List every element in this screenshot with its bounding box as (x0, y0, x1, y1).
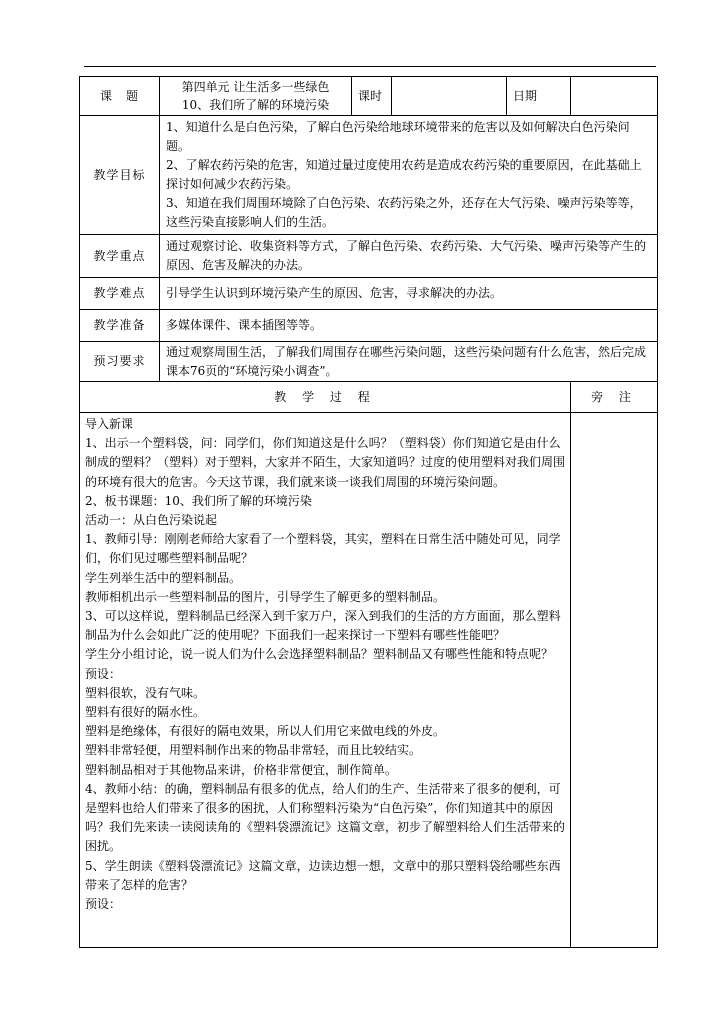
preview-label: 预习要求 (80, 342, 160, 382)
goal-item: 1、知道什么是白色污染，了解白色污染给地球环境带来的危害以及如何解决白色污染问题。 (166, 120, 630, 153)
process-header-row (80, 382, 658, 413)
key-points-label: 教学重点 (80, 235, 160, 278)
difficulties-label: 教学难点 (80, 278, 160, 310)
page-top-rule (84, 66, 656, 67)
date-value (571, 77, 658, 116)
difficulties-text: 引导学生认识到环境污染产生的原因、危害，寻求解决的办法。 (160, 278, 658, 310)
process-paragraph: 3、可以这样说，塑料制品已经深入到千家万户，深入到我们的生活的方方面面，那么塑料制品为什么会如此广泛的使用呢？下面我们一起来探讨一下塑料有哪些性能吧？ (85, 609, 561, 643)
preparation-label: 教学准备 (80, 310, 160, 342)
difficulties-row (80, 278, 658, 310)
process-paragraph: 塑料非常轻便，用塑料制作出来的物品非常轻，而且比较结实。 (85, 743, 422, 758)
process-paragraph: 学生分小组讨论，说一说人们为什么会选择塑料制品？塑料制品又有哪些性能和特点呢？ (85, 647, 554, 662)
date-label: 日期 (507, 77, 571, 116)
process-paragraph: 1、教师引导：刚刚老师给大家看了一个塑料袋，其实，塑料在日常生活中随处可见，同学们，你们见过哪些塑料制品呢？ (85, 532, 561, 566)
process-paragraph: 4、教师小结：的确，塑料制品有很多的优点，给人们的生产、生活带来了很多的便利，可是塑料也给人们带来了很多的困扰，人们称塑料污染为“白色污染”，你们知道其中的原因吗？我们先来读一读阅读角的《塑料袋漂流记》这篇文章，初步了解塑料给人们生活带来的困扰。 (85, 781, 566, 854)
goals-content (160, 116, 658, 235)
notes-header: 旁 注 (571, 382, 658, 413)
process-paragraph: 塑料有很好的隔水性。 (85, 705, 206, 720)
process-paragraph: 5、学生朗读《塑料袋漂流记》这篇文章，边读边想一想，文章中的那只塑料袋给哪些东西带来了怎样的危害？ (85, 858, 561, 892)
goals-row (80, 116, 658, 235)
process-header: 教 学 过 程 (80, 382, 571, 413)
topic-line-1: 第四单元 让生活多一些绿色 (181, 80, 330, 94)
process-paragraph: 活动一：从白色污染说起 (85, 513, 218, 528)
process-paragraph: 学生列举生活中的塑料制品。 (85, 570, 242, 585)
goal-item: 2、了解农药污染的危害，知道过量过度使用农药是造成农药污染的重要原因，在此基础上探讨如何减少农药污染。 (166, 158, 642, 191)
process-paragraph: 教师相机出示一些塑料制品的图片，引导学生了解更多的塑料制品。 (85, 589, 446, 604)
header-row (80, 77, 658, 116)
goal-item: 3、知道在我们周围环境除了白色污染、农药污染之外，还存在大气污染、噪声污染等等，这些污染直接影响人们的生活。 (166, 196, 642, 229)
key-points-row (80, 235, 658, 278)
goals-label: 教学目标 (80, 116, 160, 235)
lesson-plan-table (79, 76, 658, 948)
process-paragraph: 1、出示一个塑料袋，问：同学们，你们知道这是什么吗？（塑料袋）你们知道它是由什么制成的塑料？（塑料）对于塑料，大家并不陌生，大家知道吗？过度的使用塑料对我们周围的环境有很大的危害。今天这节课，我们就来谈一谈我们周围的环境污染问题。 (85, 436, 566, 489)
notes-body (571, 413, 658, 948)
process-paragraph: 2、板书课题：10、我们所了解的环境污染 (85, 493, 312, 508)
hours-value (392, 77, 507, 116)
process-body (80, 413, 571, 948)
hours-label: 课时 (352, 77, 392, 116)
preview-row (80, 342, 658, 382)
key-points-text: 通过观察讨论、收集资料等方式，了解白色污染、农药污染、大气污染、噪声污染等产生的原因、危害及解决的办法。 (160, 235, 658, 278)
topic-label: 课 题 (80, 77, 160, 116)
preparation-row (80, 310, 658, 342)
topic-line-2: 10、我们所了解的环境污染 (181, 98, 330, 112)
process-paragraph: 塑料很软，没有气味。 (85, 685, 206, 700)
process-paragraph: 预设： (85, 897, 122, 912)
process-paragraph: 塑料制品相对于其他物品来讲，价格非常便宜，制作简单。 (85, 762, 398, 777)
process-paragraph: 塑料是绝缘体，有很好的隔电效果，所以人们用它来做电线的外皮。 (85, 724, 446, 739)
topic-cell (160, 77, 352, 116)
process-paragraph: 预设： (85, 666, 122, 681)
preview-text: 通过观察周围生活，了解我们周围存在哪些污染问题，这些污染问题有什么危害，然后完成课本76页的“环境污染小调查”。 (160, 342, 658, 382)
process-body-row (80, 413, 658, 948)
preparation-text: 多媒体课件、课本插图等等。 (160, 310, 658, 342)
process-paragraph: 导入新课 (85, 417, 134, 431)
